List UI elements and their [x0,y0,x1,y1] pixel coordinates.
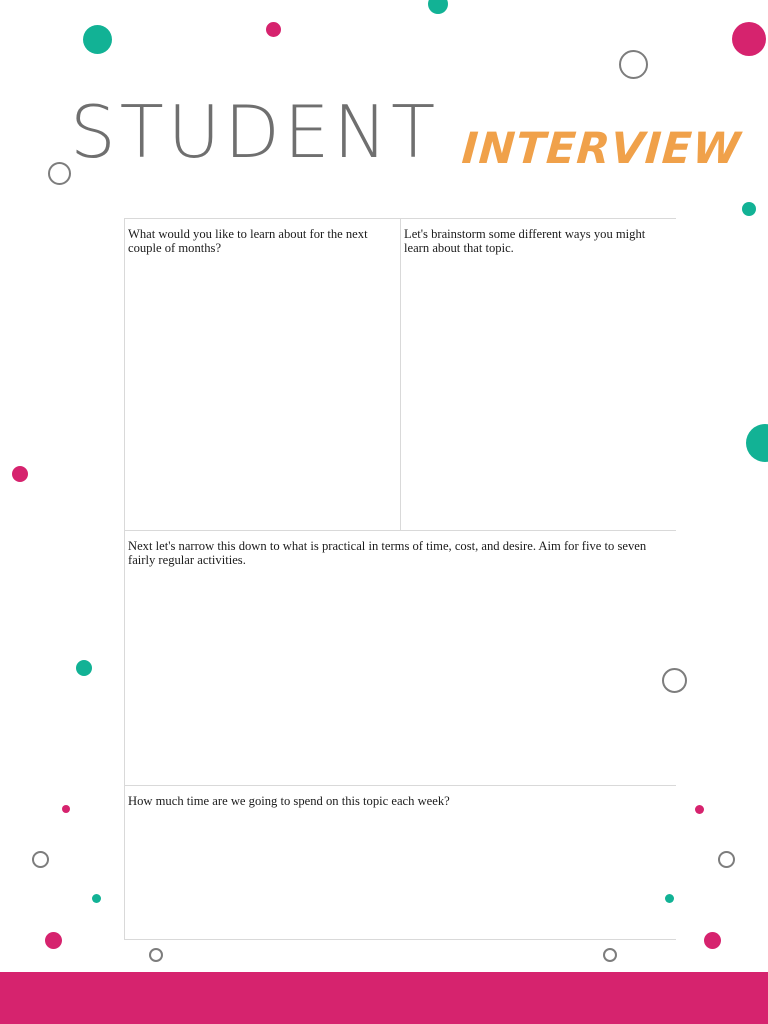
dot-pink-bottom-right [704,932,721,949]
question-row-1 [124,218,676,530]
question-row-3 [124,785,676,940]
question-cell-4[interactable] [124,785,676,940]
footer-color-band [0,972,768,1024]
page-title [70,90,743,184]
title-accent-text: INTERVIEW [460,124,743,174]
dot-pink-tiny-right [695,805,704,814]
dot-teal-left-lower [76,660,92,676]
ring-top-right [619,50,648,79]
dot-pink-large-top-right [732,22,766,56]
dot-teal-right-upper [742,202,756,216]
question-prompt-4: How much time are we going to spend on this topic each week? [128,794,450,808]
question-cell-3[interactable] [124,530,676,785]
dot-pink-left-mid [12,466,28,482]
ring-left-upper [48,162,71,185]
question-prompt-1: What would you like to learn about for the next couple of months? [128,227,368,255]
ring-bottom-center-left [149,948,163,962]
ring-bottom-right [718,851,735,868]
ring-bottom-center-right [603,948,617,962]
dot-pink-bottom-left [45,932,62,949]
dot-pink-tiny-left [62,805,70,813]
question-prompt-3: Next let's narrow this down to what is practical in terms of time, cost, and desire. Aim for five to seven fairly regular activities. [128,539,647,567]
worksheet-content [124,218,676,940]
dot-teal-tiny-left-bottom [92,894,101,903]
title-main-text: STUDENT [70,90,440,174]
dot-teal-right-mid [746,424,768,462]
dot-pink-small-top [266,22,281,37]
ring-bottom-left [32,851,49,868]
dot-teal-large-top-left [83,25,112,54]
question-prompt-2: Let's brainstorm some different ways you might learn about that topic. [404,227,646,255]
question-cell-2[interactable] [400,218,676,530]
dot-teal-top-center [428,0,448,14]
question-row-2 [124,530,676,785]
question-cell-1[interactable] [124,218,400,530]
